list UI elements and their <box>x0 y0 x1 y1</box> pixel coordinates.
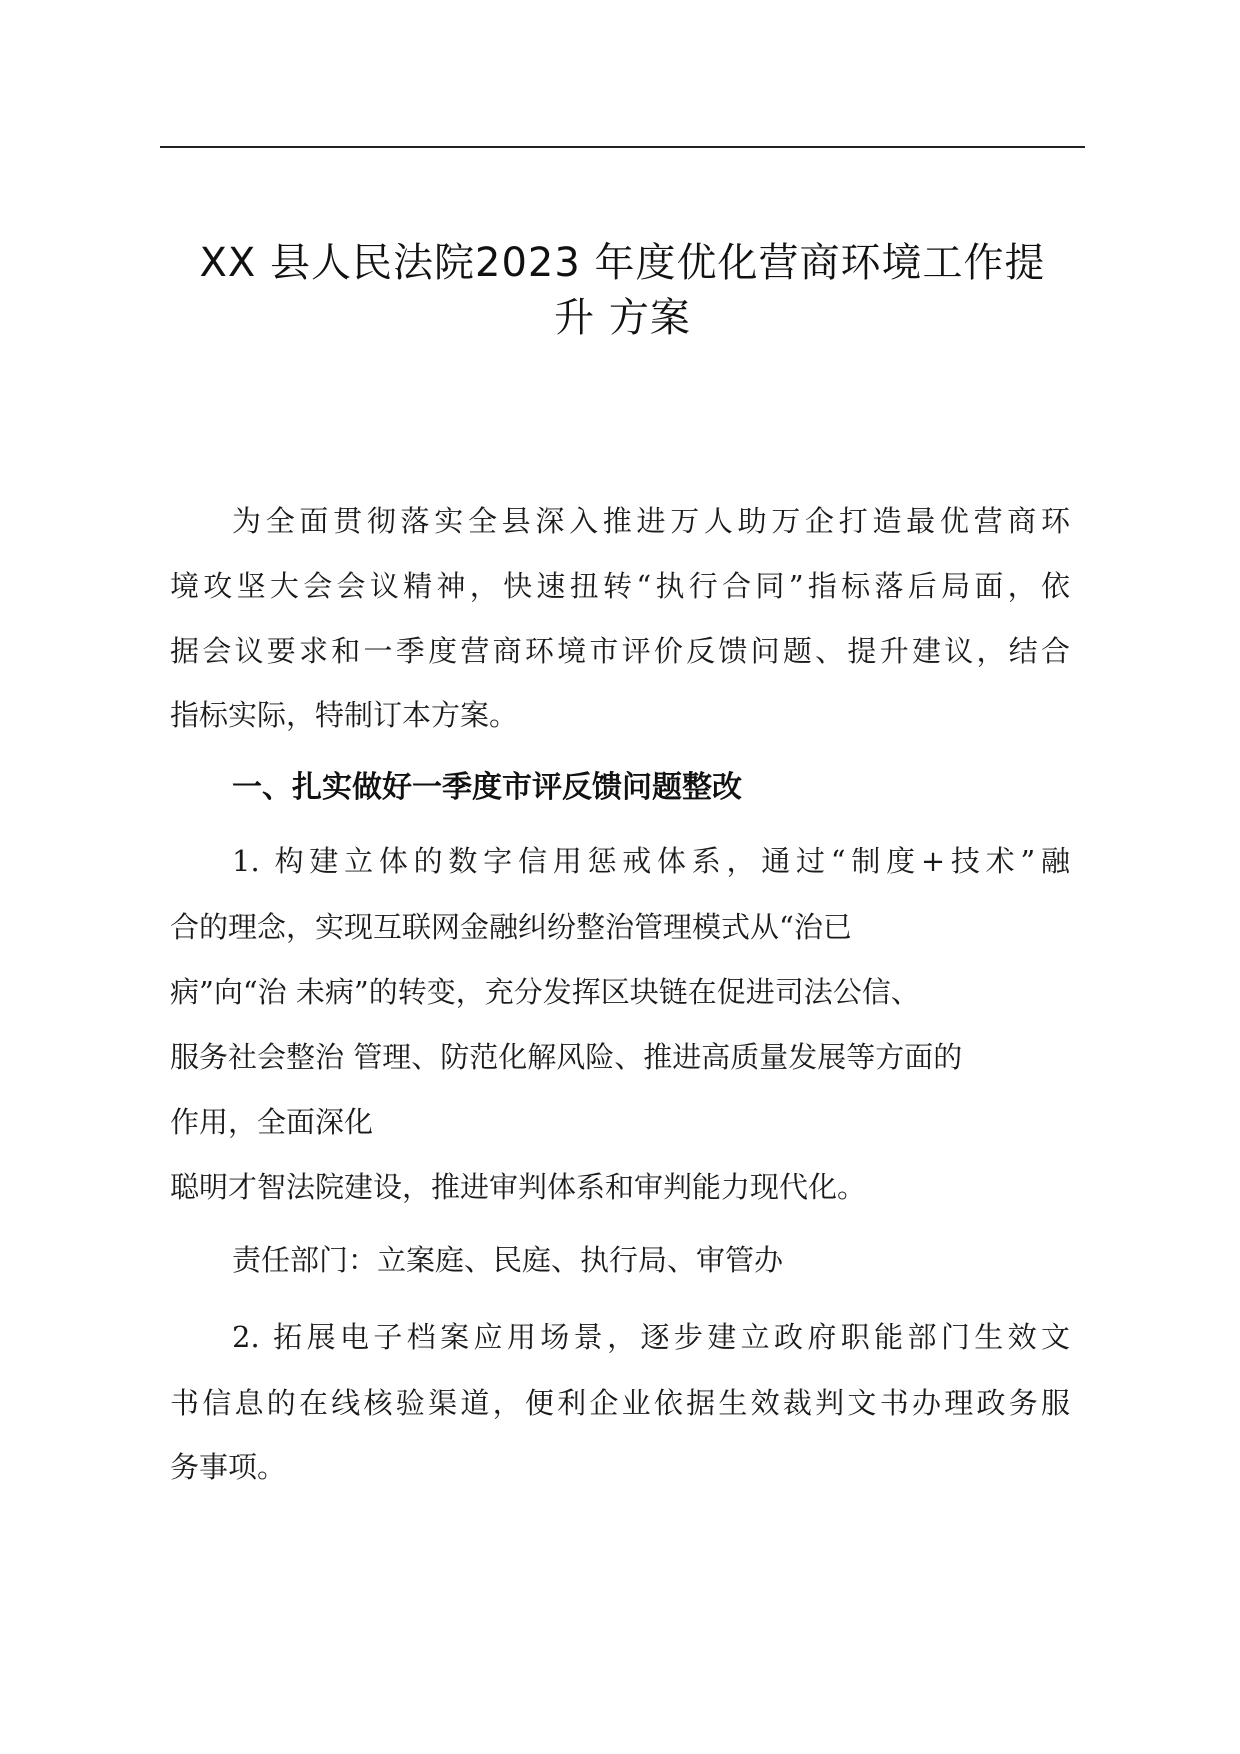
item2-line: 务事项。 <box>170 1450 287 1484</box>
document-title-line-1: XX 县人民法院2023 年度优化营商环境工作提 <box>199 240 1046 286</box>
intro-line: 据会议要求和一季度营商环境市评价反馈问题、提升建议，结合 <box>170 634 1070 668</box>
item1-line: 服务社会整治 管理、防范化解风险、推进高质量发展等方面的 <box>170 1040 963 1074</box>
header-rule <box>160 146 1085 148</box>
item2-line: 书信息的在线核验渠道，便利企业依据生效裁判文书办理政务服 <box>170 1386 1070 1420</box>
item1-line: 作用，全面深化 <box>170 1105 374 1139</box>
item1-line: 病”向“治 未病”的转变，充分发挥区块链在促进司法公信、 <box>170 975 920 1009</box>
item1-line: 合的理念，实现互联网金融纠纷整治管理模式从“治已 <box>170 910 852 944</box>
intro-line: 指标实际，特制订本方案。 <box>170 698 519 732</box>
section-heading: 一、扎实做好一季度市评反馈问题整改 <box>232 770 742 805</box>
responsible-departments: 责任部门：立案庭、民庭、执行局、审管办 <box>232 1243 784 1277</box>
item2-line: 2. 拓展电子档案应用场景，逐步建立政府职能部门生效文 <box>232 1320 1070 1354</box>
document-title-line-2: 升 方案 <box>554 295 691 341</box>
intro-line: 为全面贯彻落实全县深入推进万人助万企打造最优营商环 <box>232 504 1070 538</box>
item1-line: 1. 构建立体的数字信用惩戒体系，通过“制度+技术”融 <box>232 844 1070 878</box>
item1-line: 聪明才智法院建设，推进审判体系和审判能力现代化。 <box>170 1170 867 1204</box>
intro-line: 境攻坚大会会议精神，快速扭转“执行合同”指标落后局面，依 <box>170 569 1070 603</box>
